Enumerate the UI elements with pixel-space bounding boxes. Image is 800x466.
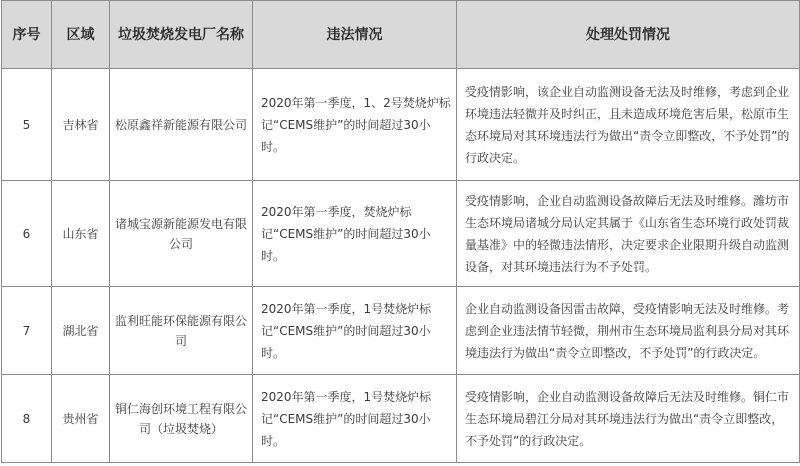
- header-region: 区域: [52, 1, 110, 69]
- row-handling: 受疫情影响，该企业自动监测设备无法及时维修，考虑到企业环境违法轻微并及时纠正，且未造成环境危害后果，松原市生态环境局对其环境违法行为做出“责令立即整改，不予处罚”的行政决定。: [457, 69, 800, 181]
- row-handling: 受疫情影响，企业自动监测设备故障后无法及时维修。潍坊市生态环境局诸城分局认定其属于《山东省生态环境行政处罚裁量基准》中的轻微违法情形，决定要求企业限期升级自动监测设备，对其环境违法行为不予处罚。: [457, 181, 800, 287]
- header-plant-name: 垃圾焚烧发电厂名称: [110, 1, 253, 69]
- row-index: 7: [2, 287, 52, 375]
- row-region: 湖北省: [52, 287, 110, 375]
- table-row: [2, 375, 800, 463]
- row-violation: 2020年第一季度，1号焚烧炉标记“CEMS维护”的时间超过30小时。: [253, 287, 457, 375]
- row-index: 5: [2, 69, 52, 181]
- row-handling: 受疫情影响，企业自动监测设备故障后无法及时维修。铜仁市生态环境局碧江分局对其环境违法行为做出“责令立即整改，不予处罚”的行政决定。: [457, 375, 800, 463]
- penalty-table: [1, 0, 800, 463]
- table-row: [2, 287, 800, 375]
- row-plant-name: 诸城宝源新能源发电有限公司: [110, 181, 253, 287]
- row-region: 吉林省: [52, 69, 110, 181]
- row-violation: 2020年第一季度，焚烧炉标记“CEMS维护”的时间超过30小时。: [253, 181, 457, 287]
- table-row: [2, 69, 800, 181]
- row-region: 贵州省: [52, 375, 110, 463]
- row-violation: 2020年第一季度，1、2号焚烧炉标记“CEMS维护”的时间超过30小时。: [253, 69, 457, 181]
- row-handling: 企业自动监测设备因雷击故障，受疫情影响无法及时维修。考虑到企业违法情节轻微，荆州市生态环境局监利县分局对其环境违法行为做出“责令立即整改，不予处罚”的行政决定。: [457, 287, 800, 375]
- row-plant-name: 监利旺能环保能源有限公司: [110, 287, 253, 375]
- table-row: [2, 181, 800, 287]
- row-region: 山东省: [52, 181, 110, 287]
- header-row: [2, 1, 800, 69]
- header-handling: 处理处罚情况: [457, 1, 800, 69]
- row-plant-name: 松原鑫祥新能源有限公司: [110, 69, 253, 181]
- row-index: 8: [2, 375, 52, 463]
- row-plant-name: 铜仁海创环境工程有限公司（垃圾焚烧）: [110, 375, 253, 463]
- row-violation: 2020年第一季度，1号焚烧炉标记“CEMS维护”的时间超过30小时。: [253, 375, 457, 463]
- row-index: 6: [2, 181, 52, 287]
- header-index: 序号: [2, 1, 52, 69]
- header-violation: 违法情况: [253, 1, 457, 69]
